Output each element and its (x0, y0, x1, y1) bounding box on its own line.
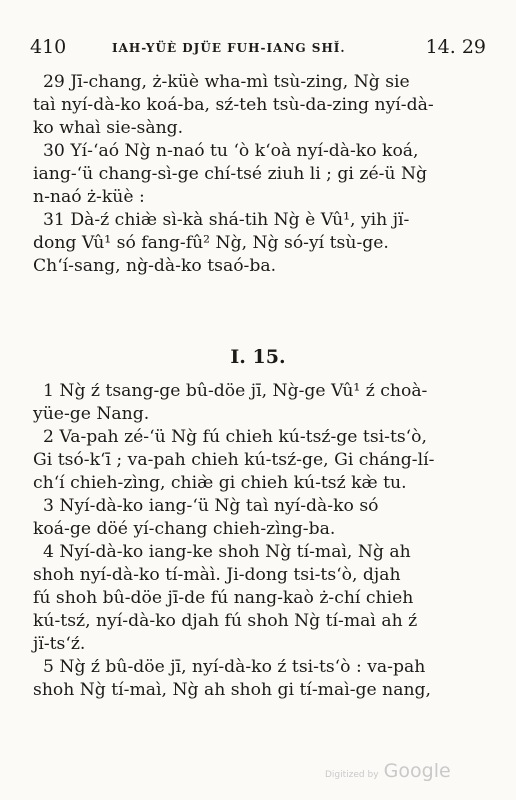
verse-line: koá-ge döé yí-chang chieh-zìng-ba. (33, 519, 336, 539)
google-logo: Google (383, 760, 451, 782)
verse-2 (33, 426, 485, 495)
verses-block-2 (33, 380, 485, 702)
verse-31 (33, 209, 485, 278)
verse-line: Gi tsó-kʻī ; va-pah chieh kú-tsź-ge, Gi cháng-lí- (33, 450, 435, 470)
verse-line: n-naó ż-küè : (33, 187, 145, 207)
verse-29 (33, 71, 485, 140)
verse-line: 1 Ng̀ ź tsang-ge bû-döe jī, Ng̀-ge Vû¹ ź choà- (43, 381, 428, 401)
verse-5 (33, 656, 485, 702)
verse-line: 3 Nyí-dà-ko iang-ʻü Ng̀ taì nyí-dà-ko só (43, 496, 379, 516)
verse-line: chʻí chieh-zìng, chiæ̀ gi chieh kú-tsź kæ̀ tu. (33, 473, 407, 493)
verse-line: shoh nyí-dà-ko tí-màì. Ji-dong tsi-tsʻò, djah (33, 565, 401, 585)
verse-line: taì nyí-dà-ko koá-ba, sź-teh tsù-da-zing nyí-dà- (33, 95, 434, 115)
verse-3 (33, 495, 485, 541)
verse-line: 5 Ng̀ ź bû-döe jī, nyí-dà-ko ź tsi-tsʻò : va-pah (43, 657, 426, 677)
running-title: IAH-YÜÈ DJÜE FUH-IANG SHĬ. (112, 41, 346, 55)
verse-line: jï-tsʻź. (33, 634, 86, 654)
digitized-watermark (325, 760, 451, 782)
verse-line: kú-tsź, nyí-dà-ko djah fú shoh Ng̀ tí-maì ah ź (33, 611, 418, 631)
verse-1 (33, 380, 485, 426)
verse-line: dong Vû¹ só fang-fû² Ng̀, Ng̀ só-yí tsù-ge. (33, 233, 389, 253)
page-number: 410 (30, 36, 67, 58)
verse-line: 2 Va-pah zé-ʻü Ng̀ fú chieh kú-tsź-ge tsi-tsʻò, (43, 427, 427, 447)
verse-line: 29 Jī-chang, ż-küè wha-mì tsù-zing, Ng̀ sie (43, 72, 410, 92)
verse-line: fú shoh bû-döe jī-de fú nang-kaò ż-chí chieh (33, 588, 414, 608)
verse-line: 4 Nyí-dà-ko iang-ke shoh Ng̀ tí-maì, Ng̀ ah (43, 542, 411, 562)
running-header (30, 36, 486, 62)
verse-4 (33, 541, 485, 656)
verse-line: yüe-ge Nang. (33, 404, 150, 424)
verse-line: ko whaì sie-sàng. (33, 118, 184, 138)
digitized-label: Digitized by (325, 770, 379, 780)
verses-block-1 (33, 71, 485, 278)
verse-line: 30 Yí-ʻaó Ng̀ n-naó tu ʻò kʻoà nyí-dà-ko koá, (43, 141, 419, 161)
chapter-reference: 14. 29 (425, 36, 486, 58)
verse-line: 31 Dà-ź chiæ̀ sì-kà shá-tih Ng̀ è Vû¹, yih jï- (43, 210, 410, 230)
verse-30 (33, 140, 485, 209)
section-heading: I. 15. (230, 346, 286, 368)
verse-line: shoh Ng̀ tí-maì, Ng̀ ah shoh gi tí-maì-ge nang, (33, 680, 432, 700)
verse-line: Chʻí-sang, ng̀-dà-ko tsaó-ba. (33, 256, 277, 276)
verse-line: iang-ʻü chang-sì-ge chí-tsé ziuh li ; gi zé-ü Ng̀ (33, 164, 428, 184)
